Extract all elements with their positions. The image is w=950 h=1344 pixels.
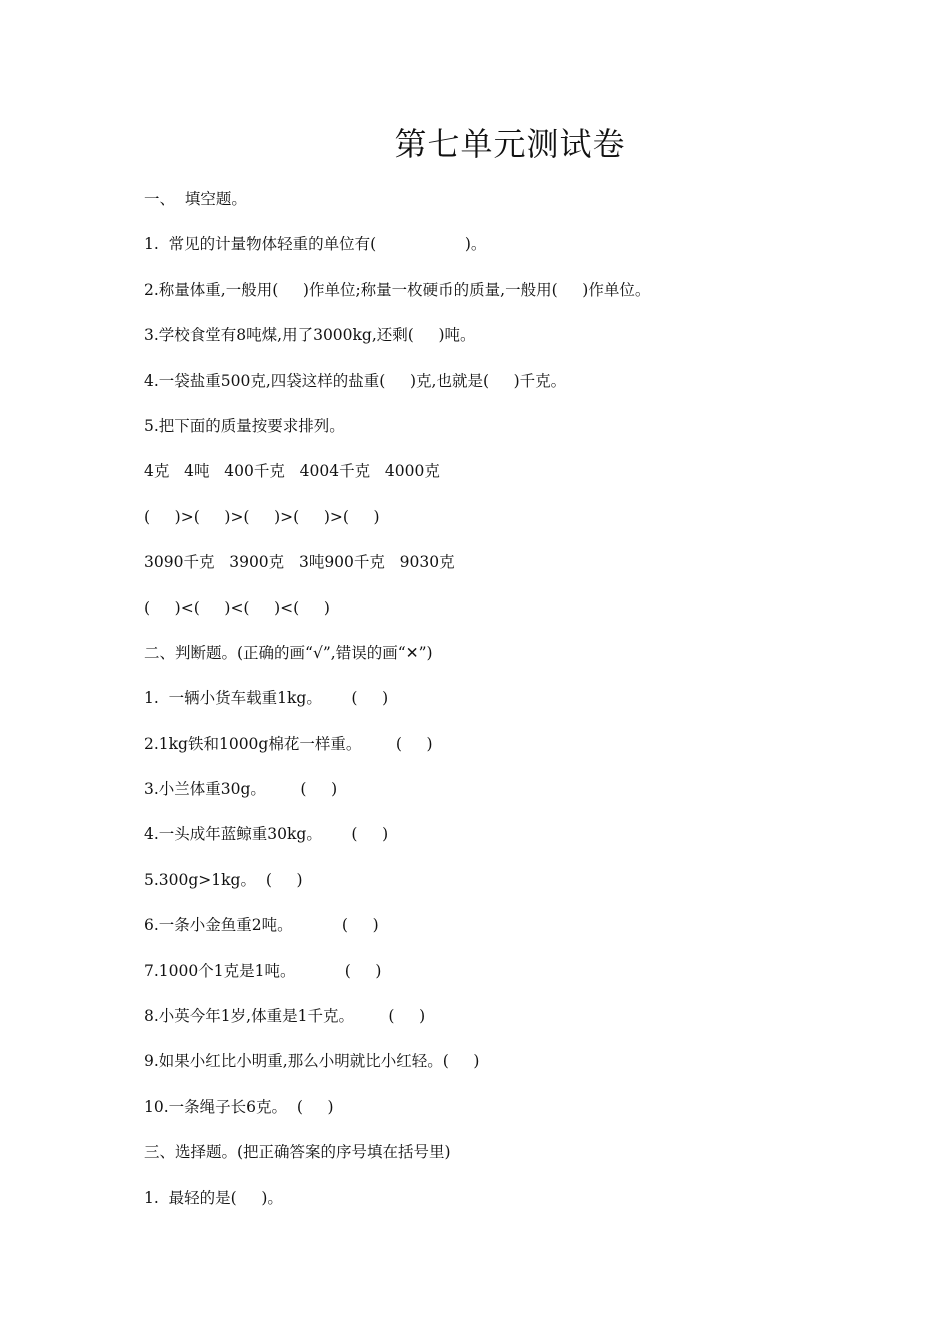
question-text: 6.一条小金鱼重2吨。 ( ): [144, 916, 379, 935]
question-text: 7.1000个1克是1吨。 ( ): [144, 961, 382, 980]
question-list: [144, 186, 904, 1230]
question-text: 1. 最轻的是( )。: [144, 1188, 283, 1207]
question-text: 4.一头成年蓝鲸重30kg。 ( ): [144, 825, 389, 844]
question-text: 10.一条绳子长6克。 ( ): [144, 1097, 334, 1116]
question-text: 8.小英今年1岁,体重是1千克。 ( ): [144, 1007, 426, 1026]
question-text: 4.一袋盐重500克,四袋这样的盐重( )克,也就是( )千克。: [144, 371, 567, 390]
ordering-blanks: ( )>( )>( )>( )>( ): [144, 507, 380, 526]
page-title: 第七单元测试卷: [394, 125, 626, 163]
question-text: 1. 一辆小货车载重1kg。 ( ): [144, 689, 389, 708]
question-text: 3.学校食堂有8吨煤,用了3000kg,还剩( )吨。: [144, 326, 476, 345]
question-text: 2.1kg铁和1000g棉花一样重。 ( ): [144, 734, 433, 753]
section-heading-multiple-choice: 三、选择题。(把正确答案的序号填在括号里): [144, 1143, 451, 1162]
question-text: 1. 常见的计量物体轻重的单位有( )。: [144, 235, 487, 254]
mass-list: 3090千克 3900克 3吨900千克 9030克: [144, 553, 455, 572]
question-text: 2.称量体重,一般用( )作单位;称量一枚硬币的质量,一般用( )作单位。: [144, 280, 651, 299]
section-heading-fill-in: 一、 填空题。: [144, 190, 247, 208]
question-text: 9.如果小红比小明重,那么小明就比小红轻。( ): [144, 1052, 480, 1071]
question-text: 3.小兰体重30g。 ( ): [144, 780, 338, 799]
mass-list: 4克 4吨 400千克 4004千克 4000克: [144, 462, 440, 481]
ordering-blanks: ( )<( )<( )<( ): [144, 598, 330, 617]
question-text: 5.300g>1kg。 ( ): [144, 870, 303, 889]
question-text: 5.把下面的质量按要求排列。: [144, 416, 345, 435]
section-heading-true-false: 二、判断题。(正确的画“√”,错误的画“✕”): [144, 643, 433, 662]
